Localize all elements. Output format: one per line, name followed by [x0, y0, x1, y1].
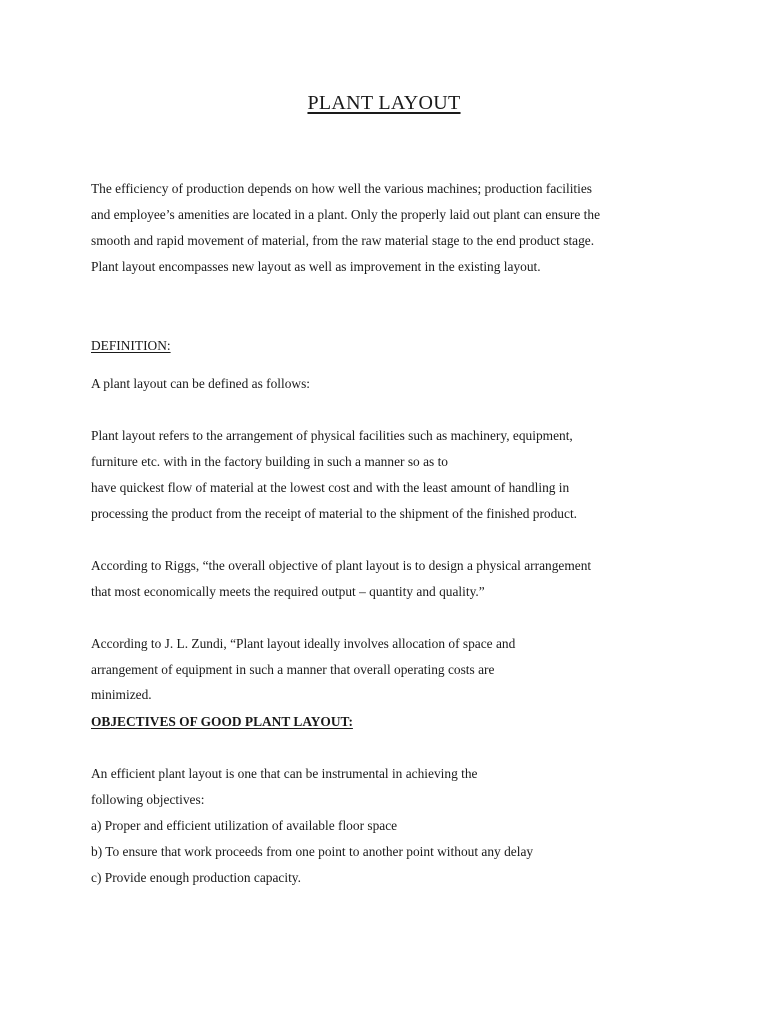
intro-line-3: smooth and rapid movement of material, from the raw material stage to the end product stage. — [91, 233, 595, 248]
objectives-intro-line-2: following objectives: — [91, 792, 205, 807]
riggs-quote-line-2: that most economically meets the required output – quantity and quality.” — [91, 584, 485, 599]
intro-line-4: Plant layout encompasses new layout as well as improvement in the existing layout. — [91, 259, 541, 274]
zundi-quote-line-2: arrangement of equipment in such a manner that overall operating costs are — [91, 662, 495, 677]
definition-line-3: have quickest flow of material at the lowest cost and with the least amount of handling in — [91, 480, 570, 495]
definition-line-1: Plant layout refers to the arrangement of physical facilities such as machinery, equipment, — [91, 428, 573, 443]
riggs-quote-line-1: According to Riggs, “the overall objective of plant layout is to design a physical arrangement — [91, 558, 592, 573]
objective-item-a: a) Proper and efficient utilization of available floor space — [91, 818, 398, 833]
zundi-quote-line-3: minimized. — [91, 687, 152, 702]
definition-heading: DEFINITION: — [91, 338, 171, 353]
definition-line-2: furniture etc. with in the factory building in such a manner so as to — [91, 454, 448, 469]
objectives-intro-line-1: An efficient plant layout is one that can be instrumental in achieving the — [91, 766, 478, 781]
page-title: PLANT LAYOUT — [307, 92, 461, 114]
intro-line-1: The efficiency of production depends on how well the various machines; production facilities — [91, 181, 593, 196]
objectives-heading: OBJECTIVES OF GOOD PLANT LAYOUT: — [91, 714, 353, 729]
zundi-quote-line-1: According to J. L. Zundi, “Plant layout ideally involves allocation of space and — [91, 636, 516, 651]
intro-line-2: and employee’s amenities are located in a plant. Only the properly laid out plant can ensure the — [91, 207, 601, 222]
definition-line-4: processing the product from the receipt of material to the shipment of the finished product. — [91, 506, 578, 521]
objective-item-c: c) Provide enough production capacity. — [91, 870, 301, 885]
definition-lead: A plant layout can be defined as follows: — [91, 376, 311, 391]
objective-item-b: b) To ensure that work proceeds from one point to another point without any delay — [91, 844, 534, 859]
